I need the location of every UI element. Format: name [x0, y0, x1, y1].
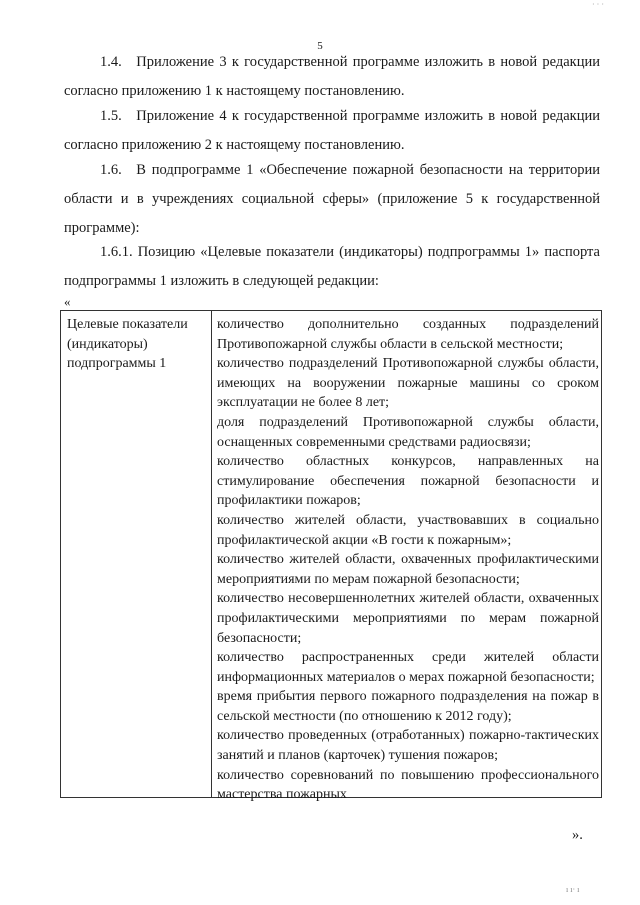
indicator-item: время прибытия первого пожарного подразделения на пожар в сельской местности (по отношению к 2012 году);	[217, 689, 599, 724]
corner-scan-mark-bottom: ı ı· ı	[566, 885, 580, 894]
paragraph-1-6: 1.6. В подпрограмме 1 «Обеспечение пожарной безопасности на территории области и в учреждениях социальной сферы» (приложение 5 к государственной программе):	[64, 162, 600, 236]
indicator-item: количество распространенных среди жителей области информационных материалов о мерах пожарной безопасности;	[217, 650, 599, 685]
table-indicators-cell	[217, 315, 599, 805]
table-label-cell: Целевые показатели (индикаторы) подпрограммы 1	[67, 317, 188, 372]
paragraph-1-6-1: 1.6.1. Позицию «Целевые показатели (индикаторы) подпрограммы 1» паспорта подпрограммы 1 изложить в следующей редакции:	[64, 244, 600, 289]
paragraph-1-5: 1.5. Приложение 4 к государственной программе изложить в новой редакции согласно приложению 2 к настоящему постановлению.	[64, 108, 600, 153]
indicator-item: количество областных конкурсов, направленных на стимулирование обеспечения пожарной безопасности и профилактики пожаров;	[217, 454, 599, 509]
indicator-item: количество жителей области, охваченных профилактическими мероприятиями по мерам пожарной безопасности;	[217, 552, 599, 587]
indicator-item: количество жителей области, участвовавших в социально профилактической акции «В гости к пожарным»;	[217, 512, 599, 548]
indicator-item: количество дополнительно созданных подразделений Противопожарной службы области в сельской местности;	[217, 317, 599, 352]
indicators-table	[60, 310, 602, 803]
paragraph-1-4: 1.4. Приложение 3 к государственной программе изложить в новой редакции согласно приложению 1 к настоящему постановлению.	[64, 54, 600, 99]
table-column-divider	[211, 311, 212, 797]
indicator-item: количество проведенных (отработанных) пожарно-тактических занятий и планов (карточек) тушения пожаров;	[217, 728, 599, 764]
indicator-item: количество подразделений Противопожарной службы области, имеющих на вооружении пожарные машины со сроком эксплуатации не более 8 лет;	[217, 356, 599, 411]
opening-quote-mark: «	[64, 294, 71, 309]
closing-quote-mark: ».	[572, 827, 583, 843]
corner-scan-mark-top: · · ·	[592, 0, 604, 9]
indicator-item: доля подразделений Противопожарной службы области, оснащенных современными средствами радиосвязи;	[217, 414, 599, 450]
page-number: 5	[317, 40, 323, 52]
indicator-item: количество несовершеннолетних жителей области, охваченных профилактическими мероприятиями по мерам пожарной безопасности;	[217, 591, 599, 646]
indicator-item: количество соревнований по повышению профессионального мастерства пожарных	[217, 767, 599, 803]
